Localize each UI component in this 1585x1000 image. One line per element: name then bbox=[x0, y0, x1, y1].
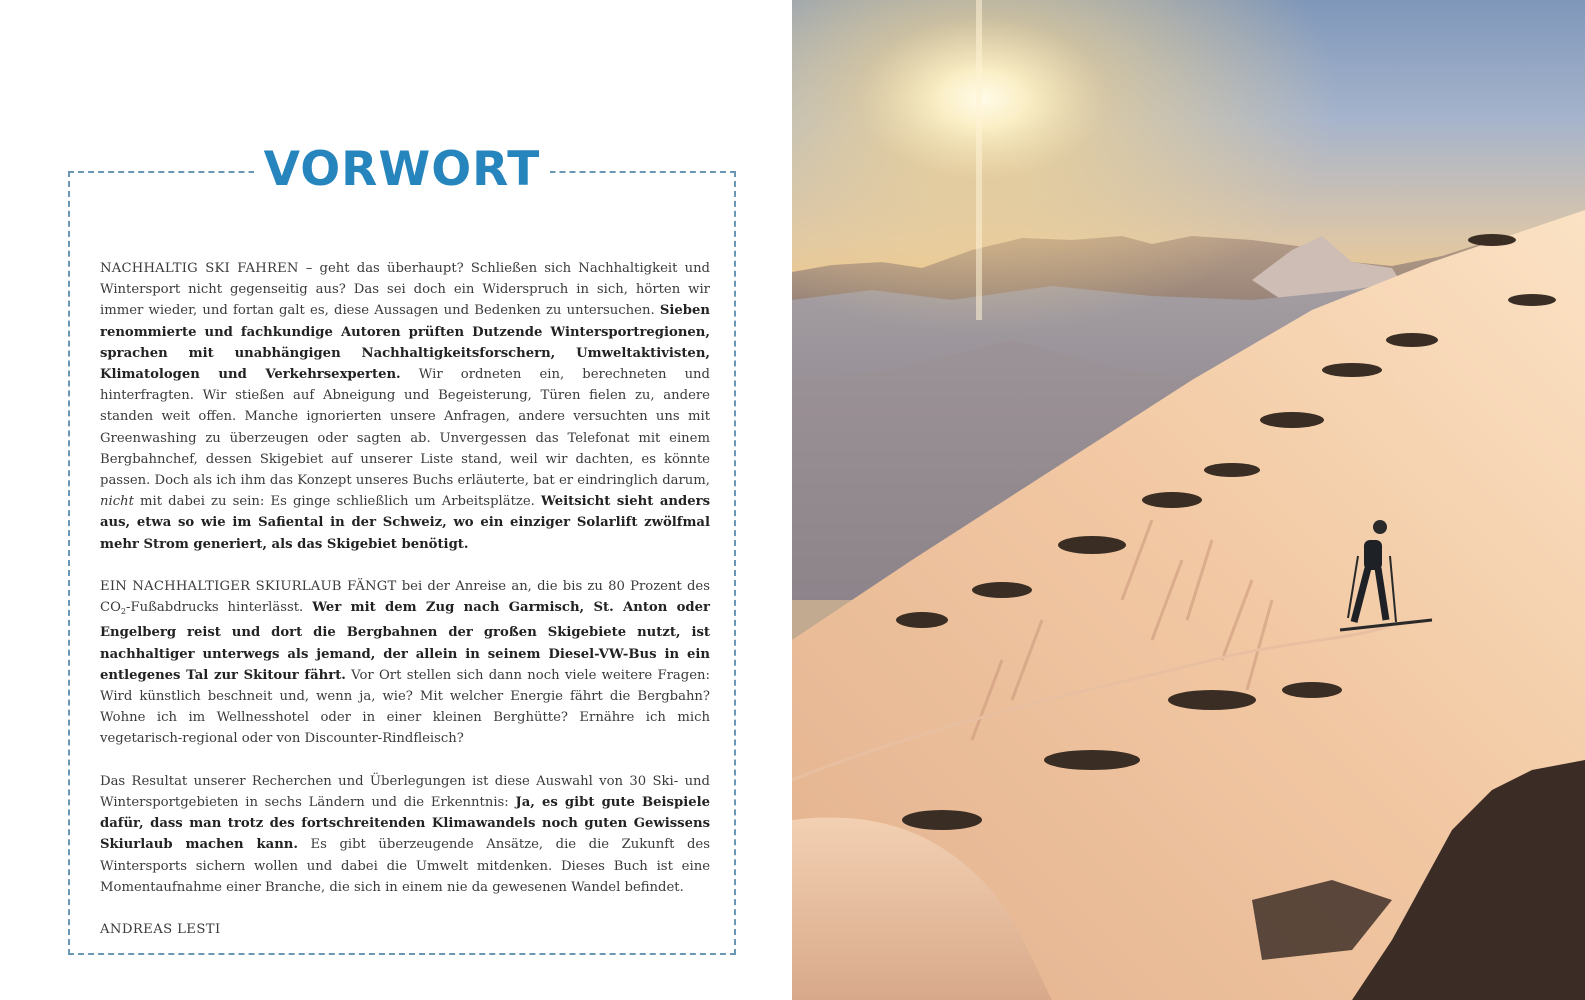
paragraph-3 bbox=[100, 771, 710, 898]
p1-text-1: – geht das überhaupt? Schließen sich Nachhaltigkeit und Wintersport nicht gegenseitig aus? Das sei doch ein Widerspruch in sich, hörten wir immer wieder, und fortan galt es, diese Aussagen und Bedenken zu untersuchen. bbox=[100, 261, 710, 319]
ski-tour-photo bbox=[792, 0, 1585, 1000]
paragraph-1 bbox=[100, 258, 710, 555]
p1-lead: NACHHALTIG SKI FAHREN bbox=[100, 261, 299, 276]
paragraph-2 bbox=[100, 576, 710, 750]
p1-italic: nicht bbox=[100, 494, 134, 510]
p1-text-2: Wir ordneten ein, berechneten und hinterfragten. Wir stießen auf Abneigung und Begeisterung, Türen fielen zu, andere standen weit offen. Manche ignorierten unsere Anfragen, andere versuchten uns mit Greenwashing zu überzeugen oder sagten ab. Unvergessen das Telefonat mit einem Bergbahnchef, dessen Skigebiet auf unserer Liste stand, weil wir dachten, es könnte passen. Doch als ich ihm das Konzept unseres Buchs erläuterte, bat er eindringlich darum, bbox=[100, 367, 710, 489]
page-title: VORWORT bbox=[263, 142, 541, 197]
p2-text-2: -Fußabdrucks hinterlässt. bbox=[126, 600, 313, 616]
p2-text-1: bei der Anreise an, die bis zu 80 Prozent des CO bbox=[100, 579, 710, 616]
foreword-text bbox=[100, 258, 710, 962]
p3-text-1: Das Resultat unserer Recherchen und Überlegungen ist diese Auswahl von 30 Ski- und Wintersportgebieten in sechs Ländern und die Erkenntnis: bbox=[100, 773, 710, 811]
left-page bbox=[0, 0, 792, 1000]
p1-text-3: mit dabei zu sein: Es ginge schließlich um Arbeitsplätze. bbox=[133, 494, 541, 510]
p2-text-3: Vor Ort stellen sich dann noch viele weitere Fragen: Wird künstlich beschneit und, wenn ja, wie? Mit welcher Energie fährt die Bergbahn? Wohne ich im Wellnesshotel oder in einer kleinen Berghütte? Ernähre ich mich vegetarisch-regional oder von Discounter-Rindfleisch? bbox=[100, 667, 710, 747]
author-name: ANDREAS LESTI bbox=[100, 922, 221, 938]
title-wrap bbox=[254, 140, 550, 200]
p3-text-2: Es gibt überzeugende Ansätze, die die Zukunft des Wintersports sichern wollen und dabei die Umwelt mitdenken. Dieses Buch ist eine Momentaufnahme einer Branche, die sich in einem nie da gewesenen Wandel befindet. bbox=[100, 837, 710, 895]
p1-bold-1: Sieben renommierte und fachkundige Autoren prüften Dutzende Wintersportregionen, sprachen mit unabhängigen Nachhaltigkeitsforschern, Umweltaktivisten, Klimatologen und Verkehrsexperten. bbox=[100, 303, 710, 383]
p2-lead: EIN NACHHALTIGER SKIURLAUB FÄNGT bbox=[100, 579, 397, 595]
right-page bbox=[792, 0, 1585, 1000]
p2-bold-1: Wer mit dem Zug nach Garmisch, St. Anton oder Engelberg reist und dort die Bergbahnen der großen Skigebiete nutzt, ist nachhaltiger unterwegs als jemand, der allein in seinem Diesel-VW-Bus in ein entlegenes Tal zur Skitour fährt. bbox=[100, 600, 710, 683]
p2-subscript: 2 bbox=[120, 607, 126, 617]
p3-bold-1: Ja, es gibt gute Beispiele dafür, dass man trotz des fortschreitenden Klimawandels noch guten Gewissens Skiurlaub machen kann. bbox=[100, 795, 710, 853]
p1-bold-2: Weitsicht sieht anders aus, etwa so wie im Safiental in der Schweiz, wo ein einziger Solarlift zwölfmal mehr Strom generiert, als das Skigebiet benötigt. bbox=[100, 494, 710, 552]
